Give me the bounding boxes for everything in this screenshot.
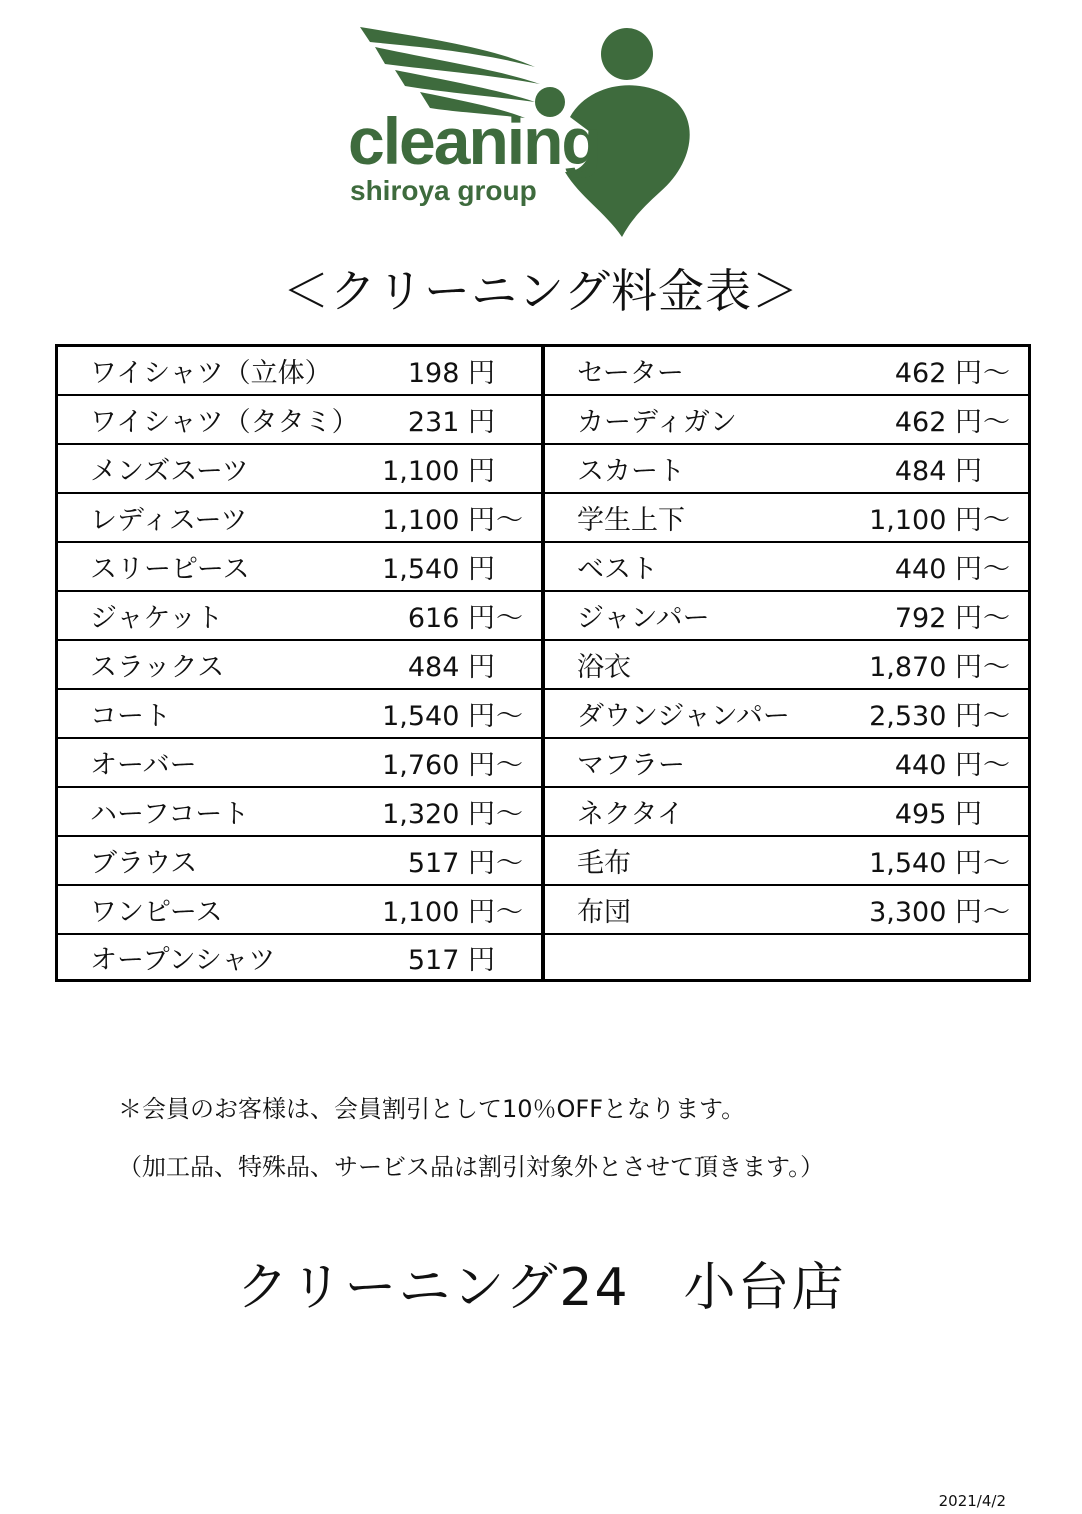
price-row [545, 788, 1028, 837]
price-row [58, 690, 541, 739]
item-price: 440 円 [894, 554, 982, 585]
price-from-mark: ～ [496, 799, 523, 830]
item-name: 学生上下 [577, 505, 685, 536]
price-from-mark: ～ [983, 701, 1010, 732]
price-row [58, 935, 541, 979]
item-price: 1,760 円 [382, 750, 495, 781]
member-discount-note: ＊会員のお客様は、会員割引として10％OFFとなります。 [118, 1095, 746, 1123]
item-price: 1,320 円 [382, 799, 495, 830]
item-name: スカート [577, 456, 685, 487]
store-name: クリーニング24 小台店 [236, 1258, 846, 1318]
item-name: セーター [577, 358, 684, 389]
item-name: コート [90, 701, 171, 732]
item-name: ブラウス [90, 848, 198, 879]
item-price: 231 円 [407, 407, 495, 438]
price-from-mark: ～ [983, 358, 1010, 389]
price-from-mark: ～ [496, 750, 523, 781]
item-name: スリーピース [90, 554, 250, 585]
price-from-mark: ～ [496, 603, 523, 634]
item-name: 毛布 [577, 848, 631, 879]
price-from-mark: ～ [983, 848, 1010, 879]
price-from-mark: ～ [983, 505, 1010, 536]
item-price: 1,100 円 [382, 505, 495, 536]
price-row [58, 347, 541, 396]
discount-exclusion-note: （加工品、特殊品、サービス品は割引対象外とさせて頂きます。） [118, 1153, 825, 1181]
item-price: 1,870 円 [869, 652, 982, 683]
notes [118, 1080, 824, 1196]
price-from-mark: ～ [983, 750, 1010, 781]
price-from-mark: ～ [983, 407, 1010, 438]
item-price: 1,540 円 [382, 554, 495, 585]
price-from-mark: ～ [983, 897, 1010, 928]
price-row [545, 837, 1028, 886]
item-name: レディスーツ [90, 505, 248, 536]
item-name: 布団 [577, 897, 631, 928]
item-price: 495 円 [894, 799, 982, 830]
price-table [55, 344, 1031, 982]
item-price: 440 円 [894, 750, 982, 781]
item-name: 浴衣 [577, 652, 631, 683]
price-from-mark: ～ [983, 652, 1010, 683]
item-name: ベスト [577, 554, 658, 585]
item-name: メンズスーツ [90, 456, 249, 487]
item-name: ダウンジャンパー [577, 701, 790, 732]
price-from-mark: ～ [983, 603, 1010, 634]
issue-date: 2021/4/2 [938, 1492, 1006, 1510]
item-price: 462 円 [894, 358, 982, 389]
price-row [58, 445, 541, 494]
price-from-mark: ～ [496, 848, 523, 879]
item-name: オーバー [90, 750, 197, 781]
price-column-left [58, 347, 543, 979]
price-row [545, 886, 1028, 935]
price-row [545, 396, 1028, 445]
price-row [545, 641, 1028, 690]
item-name: オープンシャツ [90, 944, 276, 976]
item-price: 1,540 円 [869, 848, 982, 879]
price-row [545, 347, 1028, 396]
item-price: 484 円 [407, 652, 495, 683]
item-price: 517 円 [407, 944, 495, 976]
item-name: ワイシャツ（タタミ） [90, 407, 359, 438]
price-row [58, 886, 541, 935]
price-row [58, 396, 541, 445]
price-row [545, 935, 1028, 979]
item-price: 1,100 円 [382, 456, 495, 487]
price-row [58, 739, 541, 788]
price-row [58, 592, 541, 641]
price-row [58, 837, 541, 886]
item-price: 1,540 円 [382, 701, 495, 732]
price-from-mark: ～ [496, 897, 523, 928]
price-row [58, 494, 541, 543]
price-row [545, 739, 1028, 788]
page-title: ＜クリーニング料金表＞ [282, 264, 800, 318]
item-price: 1,100 円 [869, 505, 982, 536]
item-name: マフラー [577, 750, 685, 781]
logo-word: cleaning [348, 104, 600, 178]
cleaning-logo [340, 22, 700, 242]
item-price: 517 円 [407, 848, 495, 879]
item-name: ワイシャツ（立体） [90, 358, 332, 389]
price-row [545, 494, 1028, 543]
item-name: ネクタイ [577, 799, 684, 830]
item-price: 792 円 [894, 603, 982, 634]
item-price: 1,100 円 [382, 897, 495, 928]
item-name: ワンピース [90, 897, 223, 928]
price-row [545, 592, 1028, 641]
price-row [545, 690, 1028, 739]
price-from-mark: ～ [496, 701, 523, 732]
price-column-right [543, 347, 1028, 979]
item-name: カーディガン [577, 407, 737, 438]
item-name: ジャケット [90, 603, 224, 634]
price-from-mark: ～ [983, 554, 1010, 585]
item-price: 616 円 [407, 603, 495, 634]
item-price: 484 円 [894, 456, 982, 487]
item-price: 3,300 円 [869, 897, 982, 928]
item-price: 198 円 [407, 358, 495, 389]
item-price: 462 円 [894, 407, 982, 438]
price-row [545, 445, 1028, 494]
price-row [58, 788, 541, 837]
price-from-mark: ～ [496, 505, 523, 536]
logo-sub: shiroya group [350, 175, 537, 206]
item-name: ハーフコート [90, 799, 250, 830]
item-name: ジャンパー [577, 603, 710, 634]
item-price: 2,530 円 [869, 701, 982, 732]
price-row [545, 543, 1028, 592]
price-row [58, 641, 541, 690]
item-name: スラックス [90, 652, 225, 683]
price-row [58, 543, 541, 592]
